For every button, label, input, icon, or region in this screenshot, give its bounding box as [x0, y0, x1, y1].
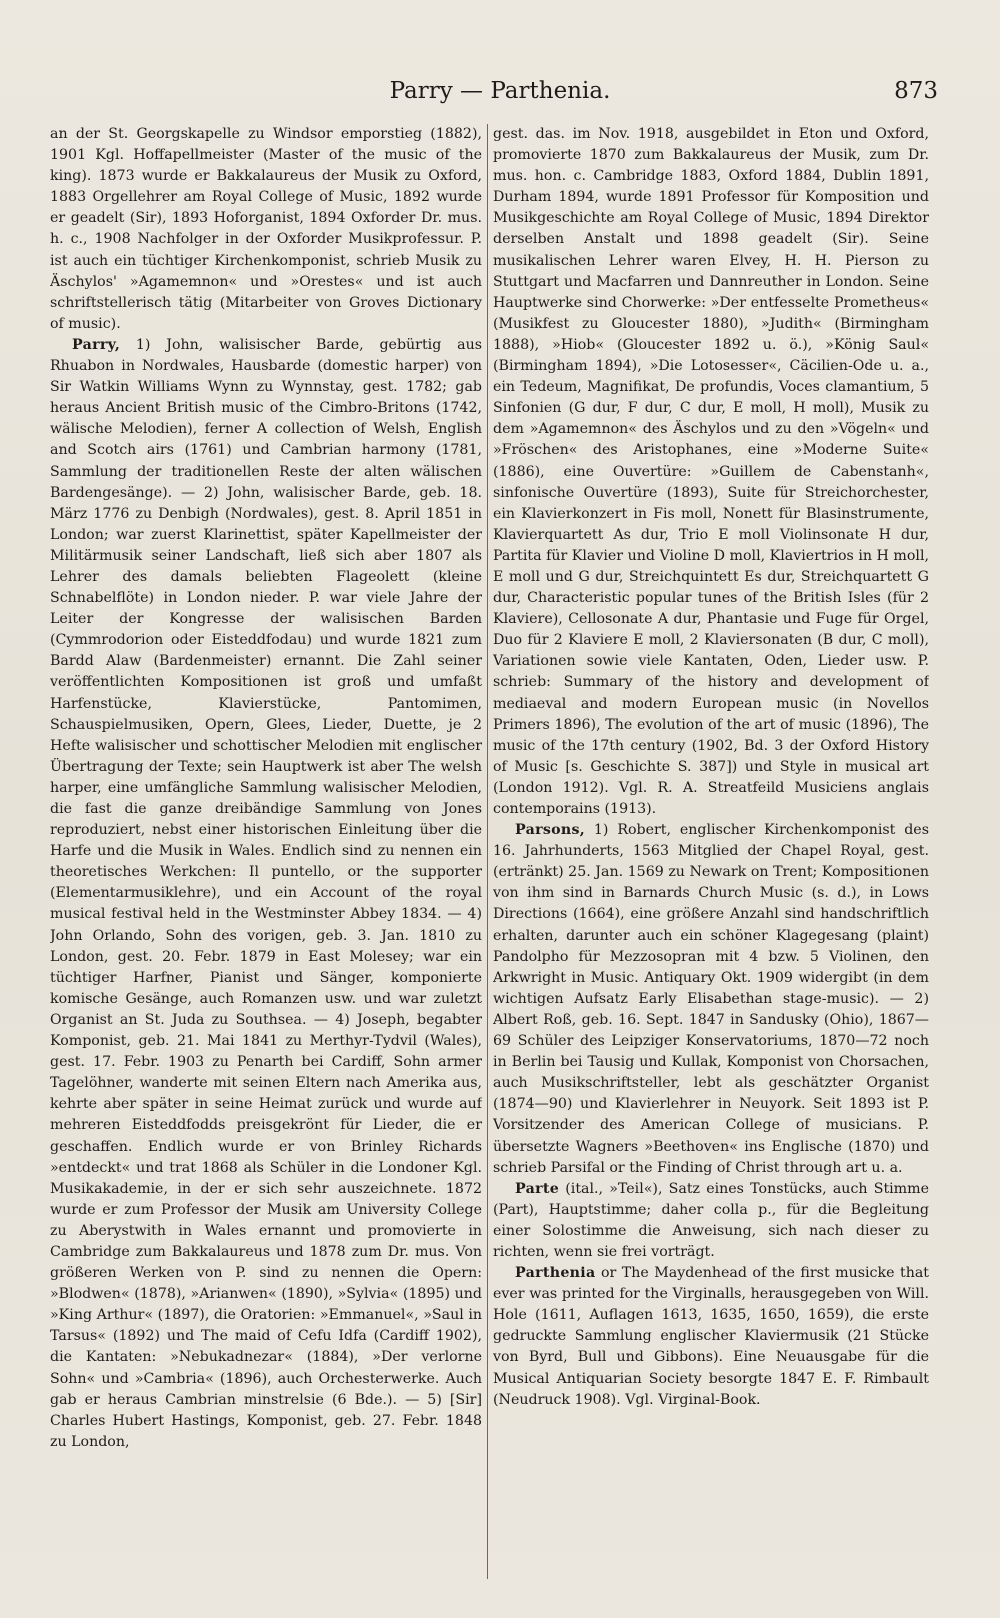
entry-text: 1) Robert, englischer Kirchenkomponist des 16. Jahrhunderts, 1563 Mitglied der Chapel Royal, gest. (ertränkt) 25. Jan. 1569 zu Newark on Trent; Kompositionen von ihm sind in Barnards Church Music (s. d.), in Lows Directions (1664), eine größere Anzahl sind handschriftlich erhalten, darunter auch ein schöner Klagegesang (plaint) Pandolpho für Mezzosopran mit 4 bzw. 5 Violinen, den Arkwright in Music. Antiquary Okt. 1909 widergibt (in dem wichtigen Aufsatz Early Elisabethan stage-music). — 2) Albert Roß, geb. 16. Sept. 1847 in Sandusky (Ohio), 1867—69 Schüler des Leipziger Konservatoriums, 1870—72 noch in Berlin bei Tausig und Kullak, Komponist von Chorsachen, auch Musikschriftsteller, lebt als geschätzter Organist (1874—90) und Klavierlehrer in Neuyork. Seit 1893 ist P. Vorsitzender des American College of musicians. P. übersetzte Wagners »Beethoven« ins Englische (1870) und schrieb Parsifal or the Finding of Christ through art u. a.: [493, 822, 929, 1176]
column-divider: [487, 124, 488, 1579]
entry-text: 1) John, walisischer Barde, gebürtig aus Rhuabon in Nordwales, Hausbarde (domestic harper) von Sir Watkin Williams Wynn zu Wynnstay, gest. 1782; gab heraus Ancient British music of the Cimbro-Britons (1742, wälische Melodien), ferner A collection of Welsh, English and Scotch airs (1761) und Cambrian harmony (1781, Sammlung der traditionellen Reste der alten wälischen Bardengesänge). — 2) John, walisischer Barde, geb. 18. März 1776 zu Denbigh (Nordwales), gest. 8. April 1851 in London; war zuerst Klarinettist, später Kapellmeister der Militärmusik seiner Landschaft, ließ sich aber 1807 als Lehrer des damals beliebten Flageolett (kleine Schnabelflöte) in London nieder. P. war viele Jahre der Leiter der Kongresse der walisischen Barden (Cymmrodorion oder Eisteddfodau) und wurde 1821 zum Bardd Alaw (Bardenmeister) ernannt. Die Zahl seiner veröffentlichten Kompositionen ist groß und umfaßt Harfenstücke, Klavierstücke, Pantomimen, Schauspielmusiken, Opern, Glees, Lieder, Duette, je 2 Hefte walisischer und schottischer Melodien mit englischer Übertragung der Texte; sein Hauptwerk ist aber The welsh harper, eine umfängliche Sammlung walisischer Melodien, die fast die ganze dreibändige Sammlung von Jones reproduziert, nebst einer historischen Einleitung über die Harfe und die Musik in Wales. Endlich sind zu nennen ein theoretisches Werkchen: Il puntello, or the supporter (Elementarmusiklehre), und ein Account of the royal musical festival held in the Westminster Abbey 1834. — 4) John Orlando, Sohn des vorigen, geb. 3. Jan. 1810 zu London, gest. 20. Febr. 1879 in East Molesey; war ein tüchtiger Harfner, Pianist und Sänger, komponierte komische Gesänge, auch Romanzen usw. und war zuletzt Organist an St. Juda zu Southsea. — 4) Joseph, begabter Komponist, geb. 21. Mai 1841 zu Merthyr-Tydvil (Wales), gest. 17. Febr. 1903 zu Penarth bei Cardiff, Sohn armer Tagelöhner, wanderte mit seinen Eltern nach Amerika aus, kehrte aber später in seine Heimat zurück und wurde auf mehreren Eisteddfodds preisgekrönt für Lieder, die er geschaffen. Endlich wurde er von Brinley Richards »entdeckt« und trat 1868 als Schüler in die Londoner Kgl. Musikakademie, in der er sich sehr auszeichnete. 1872 wurde er zum Professor der Musik am University College zu Aberystwith in Wales ernannt und promovierte in Cambridge zum Bakkalaureus und 1878 zum Dr. mus. Von größeren Werken von P. sind zu nennen die Opern: »Blodwen« (1878), »Arianwen« (1890), »Sylvia« (1895) und »King Arthur« (1897), die Oratorien: »Emmanuel«, »Saul in Tarsus« (1892) und The maid of Cefu Idfa (Cardiff 1902), die Kantaten: »Nebukadnezar« (1884), »Der verlorne Sohn« und »Cambria« (1896), auch Orchesterwerke. Auch gab er heraus Cambrian minstrelsie (6 Bde.). — 5) [Sir] Charles Hubert Hastings, Komponist, geb. 27. Febr. 1848 zu London,: [50, 336, 482, 1450]
entry-parte: [493, 1179, 929, 1263]
entry-text: or The Maydenhead of the first musicke that ever was printed for the Virginalls, herausgegeben von Will. Hole (1611, Auflagen 1613, 1635, 1650, 1659), die erste gedruckte Sammlung englischer Klaviermusik (21 Stücke von Byrd, Bull und Gibbons). Eine Neuausgabe für die Musical Antiquarian Society besorgte 1847 E. F. Rimbault (Neudruck 1908). Vgl. Virginal-Book.: [493, 1265, 929, 1408]
running-head: Parry — Parthenia.: [389, 78, 611, 104]
entry-parthenia: [493, 1263, 929, 1411]
entry-text: gest. das. im Nov. 1918, ausgebildet in Eton und Oxford, promovierte 1870 zum Bakkalaureus der Musik, zum Dr. mus. hon. c. Cambridge 1883, Oxford 1884, Dublin 1891, Durham 1894, wurde 1891 Professor für Komposition und Musikgeschichte am Royal College of Music, 1894 Direktor derselben Anstalt und 1898 geadelt (Sir). Seine musikalischen Lehrer waren Elvey, H. H. Pierson zu Stuttgart und Macfarren und Dannreuther in London. Seine Hauptwerke sind Chorwerke: »Der entfesselte Prometheus« (Musikfest zu Gloucester 1880), »Judith« (Birmingham 1888), »Hiob« (Gloucester 1892 u. ö.), »König Saul« (Birmingham 1894), »Die Lotosesser«, Cäcilien-Ode u. a., ein Tedeum, Magnifikat, De profundis, Voces clamantium, 5 Sinfonien (G dur, F dur, C dur, E moll, H moll), Musik zu dem »Agamemnon« des Äschylos und zu den »Vögeln« und »Fröschen« des Aristophanes, eine »Moderne Suite« (1886), eine Ouvertüre: »Guillem de Cabenstanh«, sinfonische Ouvertüre (1893), Suite für Streichorchester, ein Klavierkonzert in Fis moll, Nonett für Blasinstrumente, Klavierquartett As dur, Trio E moll Violinsonate H dur, Partita für Klavier und Violine D moll, Klaviertrios in H moll, E moll und G dur, Streichquintett Es dur, Streichquartett G dur, Characteristic popular tunes of the British Isles (für 2 Klaviere), Cellosonate A dur, Phantasie und Fuge für Orgel, Duo für 2 Klaviere E moll, 2 Klaviersonaten (B dur, C moll), Variationen sowie viele Kantaten, Oden, Lieder usw. P. schrieb: Summary of the history and development of mediaeval and modern European music (in Novellos Primers 1896), The evolution of the art of music (1896), The music of the 17th century (1902, Bd. 3 der Oxford History of Music [s. Geschichte S. 387]) und Style in musical art (London 1912). Vgl. R. A. Streatfeild Musiciens anglais contemporains (1913).: [493, 126, 929, 817]
entry-paragraph: [50, 124, 482, 335]
right-column: [493, 124, 929, 1579]
entry-headword: Parsons,: [515, 822, 586, 839]
entry-text: (ital., »Teil«), Satz eines Tonstücks, auch Stimme (Part), Hauptstimme; daher colla p., für die Begleitung einer Solostimme die Anweisung, sich nach dieser zu richten, wenn sie frei vorträgt.: [493, 1180, 929, 1260]
entry-parsons: [493, 820, 929, 1179]
page-number: 873: [894, 78, 938, 104]
page-header: [40, 78, 960, 114]
entry-headword: Parthenia: [515, 1265, 596, 1282]
entry-parry: [50, 335, 482, 1453]
entry-text: an der St. Georgskapelle zu Windsor emporstieg (1882), 1901 Kgl. Hoffapellmeister (Master of the music of the king). 1873 wurde er Bakkalaureus der Musik zu Oxford, 1883 Orgellehrer am Royal College of Music, 1892 wurde er geadelt (Sir), 1893 Hoforganist, 1894 Oxforder Dr. mus. h. c., 1908 Nachfolger in der Oxforder Musikprofessur. P. ist auch ein tüchtiger Kirchenkomponist, schrieb Musik zu Äschylos' »Agamemnon« und »Orestes« und ist auch schriftstellerisch tätig (Mitarbeiter von Groves Dictionary of music).: [50, 126, 482, 332]
entry-headword: Parte: [515, 1180, 560, 1197]
entry-paragraph: [493, 124, 929, 820]
text-columns: [50, 124, 956, 1579]
entry-headword: Parry,: [72, 336, 121, 353]
left-column: [50, 124, 482, 1579]
